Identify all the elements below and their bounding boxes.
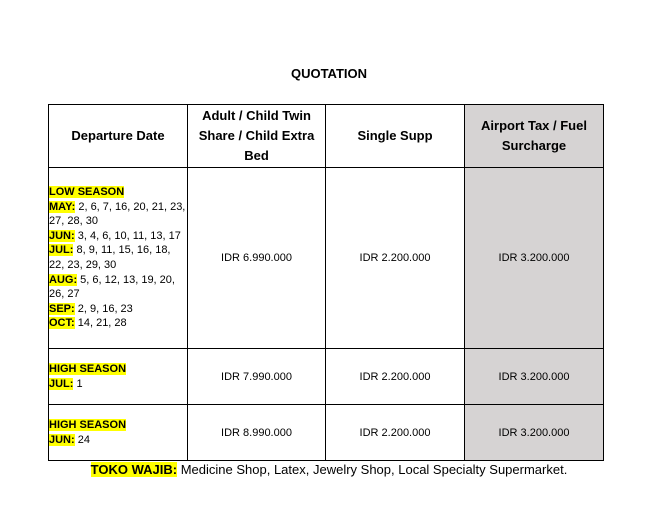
table-row [49,349,604,405]
table-row [49,168,604,349]
header-single-supp: Single Supp [326,105,465,168]
airport-tax-price: IDR 3.200.000 [465,405,604,461]
season-label: HIGH SEASON [49,362,127,375]
month-line: JUL: 8, 9, 11, 15, 16, 18, 22, 23, 29, 30 [49,244,171,271]
single-supp-price: IDR 2.200.000 [326,405,465,461]
footer-text: Medicine Shop, Latex, Jewelry Shop, Local Specialty Supermarket. [177,462,568,477]
month-line: SEP: 2, 9, 16, 23 [49,302,133,315]
season-label: LOW SEASON [49,186,125,199]
month-line: JUN: 24 [49,433,90,446]
single-supp-price: IDR 2.200.000 [326,168,465,349]
footer-note [0,462,658,477]
month-line: OCT: 14, 21, 28 [49,317,127,330]
month-line: AUG: 5, 6, 12, 13, 19, 20, 26, 27 [49,273,175,301]
quotation-table [48,104,604,461]
month-line: MAY: 2, 6, 7, 16, 20, 21, 23, 27, 28, 30 [49,200,186,228]
single-supp-price: IDR 2.200.000 [326,349,465,405]
month-line: JUL: 1 [49,377,83,390]
table-row [49,405,604,461]
adult-price: IDR 6.990.000 [188,168,326,349]
adult-price: IDR 7.990.000 [188,349,326,405]
departure-dates-cell [49,349,188,405]
header-departure-date: Departure Date [49,105,188,168]
footer-label: TOKO WAJIB: [90,462,178,477]
header-adult-child: Adult / Child Twin Share / Child Extra Bed [188,105,326,168]
airport-tax-price: IDR 3.200.000 [465,168,604,349]
airport-tax-price: IDR 3.200.000 [465,349,604,405]
departure-dates-cell [49,405,188,461]
table-header-row [49,105,604,168]
departure-dates-cell [49,168,188,349]
adult-price: IDR 8.990.000 [188,405,326,461]
header-airport-tax: Airport Tax / Fuel Surcharge [465,105,604,168]
month-line: JUN: 3, 4, 6, 10, 11, 13, 17 [49,229,181,242]
season-label: HIGH SEASON [49,418,127,431]
page-title: QUOTATION [290,66,368,81]
